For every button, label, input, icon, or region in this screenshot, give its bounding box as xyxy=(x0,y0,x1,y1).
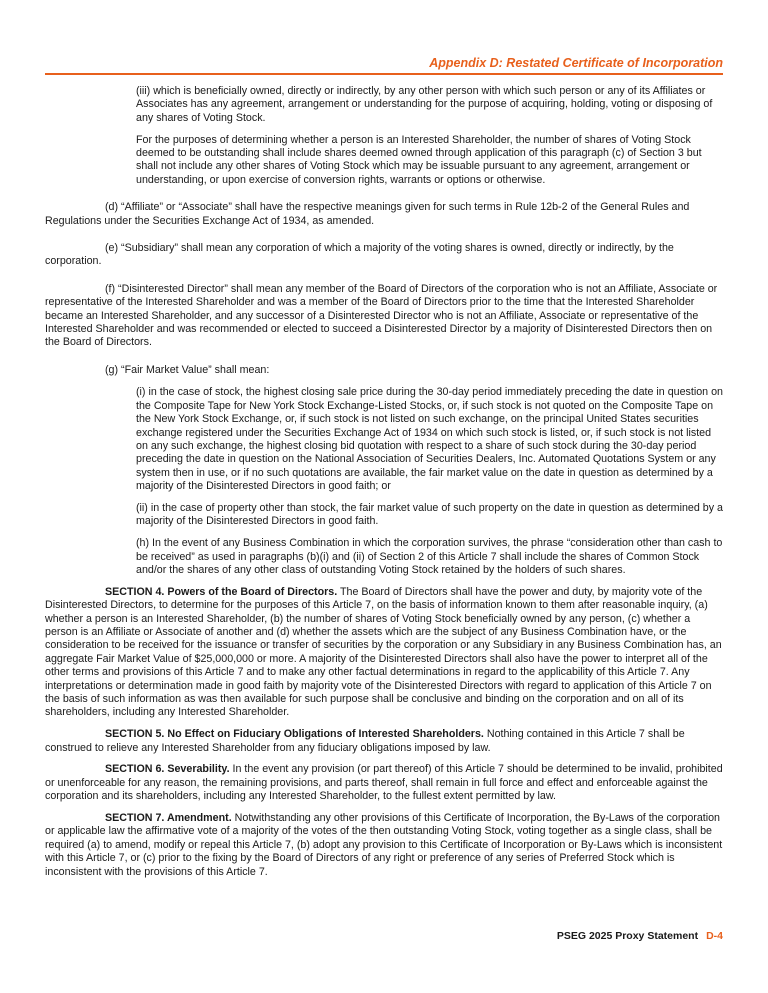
section-6 xyxy=(45,763,723,803)
section-7 xyxy=(45,812,723,879)
paragraph-iii: (iii) which is beneficially owned, directly or indirectly, by any other person with which such person or any of its Affiliates or Associates has any agreement, arrangement or understanding for the purpose of acquiring, holding, voting or disposing of any shares of Voting Stock. xyxy=(136,85,713,124)
footer-label: PSEG 2025 Proxy Statement xyxy=(556,930,699,942)
section-5-heading: SECTION 5. No Effect on Fiduciary Obligations of Interested Shareholders. xyxy=(105,728,484,741)
paragraph-g: (g) “Fair Market Value” shall mean: xyxy=(105,363,270,376)
header-divider xyxy=(45,73,723,75)
page-number: D-4 xyxy=(706,930,723,942)
paragraph-d: (d) “Affiliate” or “Associate” shall have the respective meanings given for such terms in Rule 12b-2 of the General Rules and Regulations under the Securities Exchange Act of 1934, as amended. xyxy=(45,201,690,227)
section-6-text: In the event any provision (or part thereof) of this Article 7 should be determined to be invalid, prohibited or unenforceable for any reason, the remaining provisions, and parts thereof, shall remain in full force and effect and enforceable against the corporation and its shareholders, including any Interested Shareholder, to the fullest extent permitted by law. xyxy=(45,763,723,803)
paragraph-f: (f) “Disinterested Director” shall mean any member of the Board of Directors of the corporation who is not an Affiliate, Associate or representative of the Interested Shareholder and was a member of the Board of Directors prior to the time that the Interested Shareholder became an Interested Shareholder, and any successor of a Disinterested Director who is not an Affiliate, Associate or representative of the Interested Shareholder and was recommended or elected to succeed a Disinterested Director by a majority of Disinterested Directors then on the Board of Directors. xyxy=(45,282,718,349)
section-5 xyxy=(45,728,723,755)
section-5-text: Nothing contained in this Article 7 shall be construed to relieve any Interested Shareholder from any fiduciary obligations imposed by law. xyxy=(45,728,685,754)
paragraph-g-ii: (ii) in the case of property other than stock, the fair market value of such property on the date in question as determined by a majority of the Disinterested Directors in good faith. xyxy=(136,501,723,528)
paragraph-purpose: For the purposes of determining whether a person is an Interested Shareholder, the number of shares of Voting Stock deemed to be outstanding shall include shares deemed owned through application of this paragraph (c) of Section 3 but shall not include any other shares of Voting Stock which may be issuable pursuant to any agreement, arrangement or understanding, or upon exercise of conversion rights, warrants or options or otherwise. xyxy=(136,133,702,186)
page-header-title: Appendix D: Restated Certificate of Incorporation xyxy=(429,56,723,70)
section-4-text: The Board of Directors shall have the power and duty, by majority vote of the Disinterested Directors, to determine for the purposes of this Article 7, on the basis of information known to them after reasonable inquiry, (a) whether a person is an Interested Shareholder, (b) the number of shares of Voting Stock beneficially owned by any person, (c) whether a person is an Affiliate or Associate of another and (d) whether the assets which are the subject of any Business Combination have, or the consideration to be received for the issuance or transfer of securities by the corporation or any Subsidiary in any Business Combination has, an aggregate Fair Market Value of $25,000,000 or more. A majority of the Disinterested Directors shall also have the power to interpret all of the other terms and provisions of this Article 7 and to make any other factual determinations in regard to the applicability of this Article 7. Any interpretations or determination made in good faith by majority vote of the Disinterested Directors with regard to application of this Article 7 on the basis of such information as was then available for such purpose shall be conclusive and binding on the corporation and on all of its shareholders, including any Interested Shareholder. xyxy=(45,585,722,719)
section-6-heading: SECTION 6. Severability. xyxy=(105,763,230,776)
paragraph-h: (h) In the event of any Business Combination in which the corporation survives, the phrase “consideration other than cash to be received” as used in paragraphs (b)(i) and (ii) of Section 2 of this Article 7 shall include the shares of Common Stock and/or the shares of any other class of outstanding Voting Stock retained by the holders of such shares. xyxy=(136,537,723,576)
section-7-text: Notwithstanding any other provisions of this Certificate of Incorporation, the By-Laws of the corporation or applicable law the affirmative vote of a majority of the votes of the then outstanding Voting Stock, voting together as a single class, shall be required (a) to amend, modify or repeal this Article 7, (b) adopt any provision to this Certificate of Incorporation or By-Laws which is inconsistent with this Article 7, or (c) prior to the fixing by the Board of Directors of any right or preference of any series of Preferred Stock which is inconsistent with the provisions of this Article 7. xyxy=(45,812,723,878)
paragraph-e: (e) “Subsidiary” shall mean any corporation of which a majority of the voting shares is owned, directly or indirectly, by the corporation. xyxy=(45,242,674,268)
section-4 xyxy=(45,586,723,720)
paragraph-g-i: (i) in the case of stock, the highest closing sale price during the 30-day period immediately preceding the date in question on the Composite Tape for New York Stock Exchange-Listed Stocks, or, if such stock is not quoted on the Composite Tape on the New York Stock Exchange, or, if such stock is not listed on such exchange, on the principal United States securities exchange registered under the Securities Exchange Act of 1934 on which such stock is listed, or, if such stock is not listed on any such exchange, the highest closing bid quotation with respect to a share of such stock during the 30-day period preceding the date in question on the National Association of Securities Dealers, Inc. Automated Quotations System or any system then in use, or if no such quotations are available, the fair market value on the date in question as determined by a majority of the Disinterested Directors in good faith; or xyxy=(136,386,723,493)
section-7-heading: SECTION 7. Amendment. xyxy=(105,812,232,825)
page-footer xyxy=(557,930,723,942)
section-4-heading: SECTION 4. Powers of the Board of Directors. xyxy=(105,585,338,598)
document-body xyxy=(45,85,723,887)
